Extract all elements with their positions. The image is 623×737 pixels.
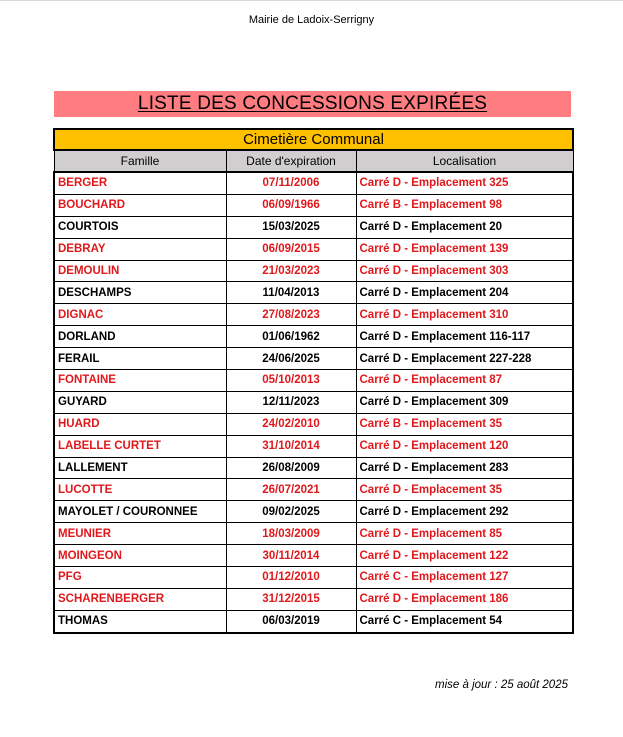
table-body [54,172,573,633]
famille-cell: HUARD [54,413,226,435]
org-name: Mairie de Ladoix-Serrigny [248,14,375,26]
page-title: LISTE DES CONCESSIONS EXPIRÉES [137,93,488,114]
date-cell: 30/11/2014 [226,545,356,567]
table-row [54,194,573,216]
localisation-cell: Carré D - Emplacement 122 [356,545,573,567]
famille-cell: MOINGEON [54,545,226,567]
table-row [54,304,573,326]
famille-cell: DESCHAMPS [54,282,226,304]
localisation-cell: Carré D - Emplacement 20 [356,216,573,238]
date-cell: 05/10/2013 [226,370,356,392]
famille-cell: BERGER [54,172,226,194]
date-cell: 06/03/2019 [226,610,356,632]
localisation-cell: Carré D - Emplacement 116-117 [356,326,573,348]
date-cell: 06/09/2015 [226,238,356,260]
title-banner [54,91,571,117]
localisation-cell: Carré D - Emplacement 309 [356,391,573,413]
famille-cell: DEBRAY [54,238,226,260]
date-cell: 31/10/2014 [226,435,356,457]
table-row [54,370,573,392]
table-row [54,479,573,501]
localisation-cell: Carré B - Emplacement 35 [356,413,573,435]
date-cell: 27/08/2023 [226,304,356,326]
localisation-cell: Carré C - Emplacement 127 [356,567,573,589]
localisation-cell: Carré D - Emplacement 227-228 [356,348,573,370]
localisation-cell: Carré D - Emplacement 120 [356,435,573,457]
localisation-cell: Carré D - Emplacement 186 [356,588,573,610]
table-row [54,216,573,238]
table-row [54,348,573,370]
localisation-cell: Carré B - Emplacement 98 [356,194,573,216]
update-note: mise à jour : 25 août 2025 [435,679,568,691]
famille-cell: SCHARENBERGER [54,588,226,610]
localisation-cell: Carré D - Emplacement 325 [356,172,573,194]
table-row [54,545,573,567]
famille-cell: MEUNIER [54,523,226,545]
famille-cell: MAYOLET / COURONNEE [54,501,226,523]
column-header-localisation: Localisation [356,150,573,172]
date-cell: 15/03/2025 [226,216,356,238]
famille-cell: LALLEMENT [54,457,226,479]
famille-cell: FONTAINE [54,370,226,392]
table-row [54,172,573,194]
famille-cell: LUCOTTE [54,479,226,501]
localisation-cell: Carré D - Emplacement 204 [356,282,573,304]
localisation-cell: Carré D - Emplacement 139 [356,238,573,260]
table-row [54,238,573,260]
date-cell: 01/12/2010 [226,567,356,589]
famille-cell: COURTOIS [54,216,226,238]
table-row [54,413,573,435]
localisation-cell: Carré D - Emplacement 303 [356,260,573,282]
date-cell: 31/12/2015 [226,588,356,610]
table-row [54,588,573,610]
cemetery-title: Cimetière Communal [54,129,573,150]
table-row [54,282,573,304]
date-cell: 11/04/2013 [226,282,356,304]
famille-cell: DIGNAC [54,304,226,326]
date-cell: 26/08/2009 [226,457,356,479]
date-cell: 12/11/2023 [226,391,356,413]
table-row [54,326,573,348]
famille-cell: BOUCHARD [54,194,226,216]
localisation-cell: Carré D - Emplacement 35 [356,479,573,501]
date-cell: 06/09/1966 [226,194,356,216]
top-rule [0,0,623,1]
famille-cell: LABELLE CURTET [54,435,226,457]
famille-cell: THOMAS [54,610,226,632]
localisation-cell: Carré D - Emplacement 310 [356,304,573,326]
table-row [54,260,573,282]
famille-cell: DORLAND [54,326,226,348]
table-row [54,391,573,413]
localisation-cell: Carré D - Emplacement 85 [356,523,573,545]
date-cell: 09/02/2025 [226,501,356,523]
table-row [54,523,573,545]
column-header-famille: Famille [54,150,226,172]
table-row [54,610,573,632]
date-cell: 26/07/2021 [226,479,356,501]
table-row [54,457,573,479]
date-cell: 01/06/1962 [226,326,356,348]
famille-cell: GUYARD [54,391,226,413]
column-header-date: Date d'expiration [226,150,356,172]
date-cell: 24/06/2025 [226,348,356,370]
table-row [54,501,573,523]
concessions-table [53,128,574,634]
date-cell: 07/11/2006 [226,172,356,194]
date-cell: 24/02/2010 [226,413,356,435]
table-row [54,567,573,589]
date-cell: 18/03/2009 [226,523,356,545]
localisation-cell: Carré D - Emplacement 87 [356,370,573,392]
localisation-cell: Carré D - Emplacement 292 [356,501,573,523]
localisation-cell: Carré D - Emplacement 283 [356,457,573,479]
table-row [54,435,573,457]
famille-cell: DEMOULIN [54,260,226,282]
localisation-cell: Carré C - Emplacement 54 [356,610,573,632]
famille-cell: FERAIL [54,348,226,370]
famille-cell: PFG [54,567,226,589]
date-cell: 21/03/2023 [226,260,356,282]
